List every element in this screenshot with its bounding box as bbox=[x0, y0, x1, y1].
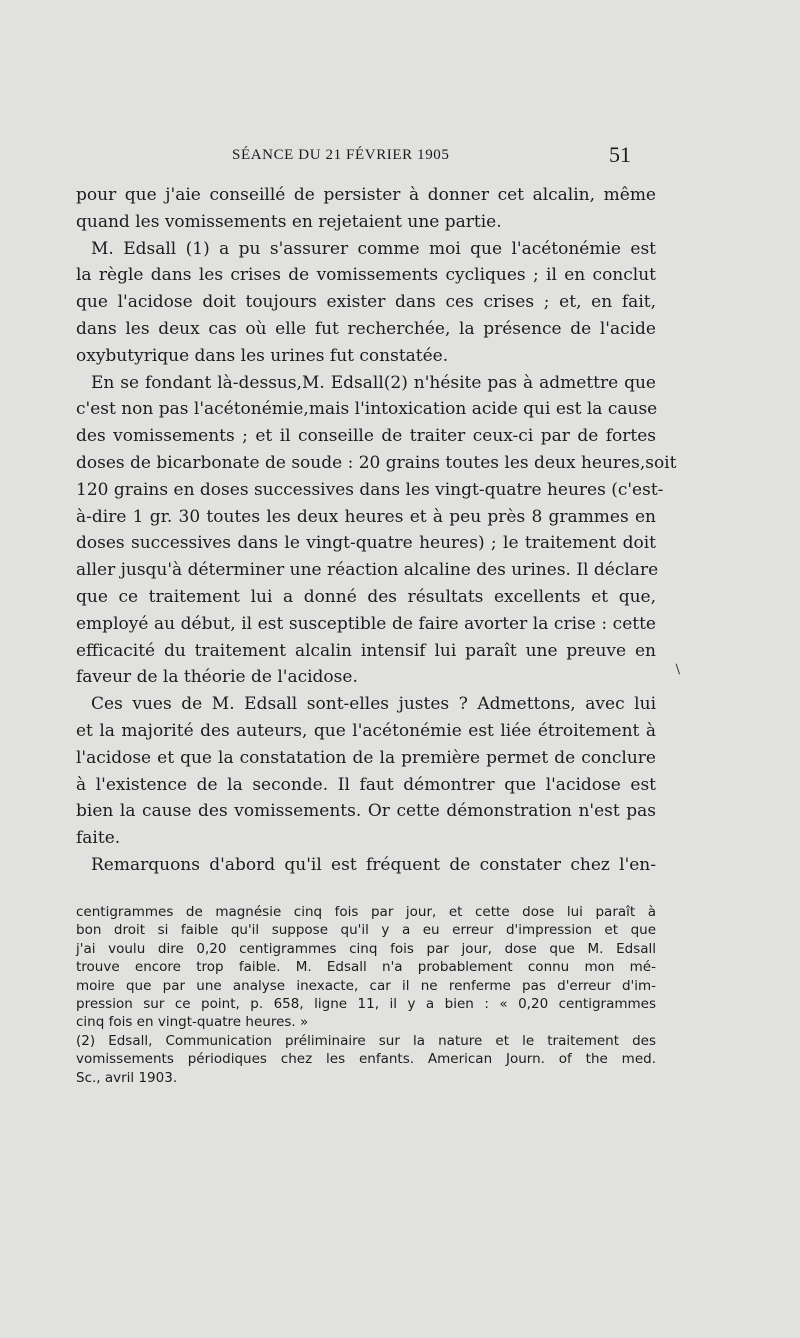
text-line: M. Edsall (1) a pu s'assurer comme moi que l'acétonémie est bbox=[91, 238, 656, 259]
page-number: 51 bbox=[609, 142, 631, 167]
text-line: faveur de la théorie de l'acidose. bbox=[76, 667, 358, 688]
text-line: doses de bicarbonate de soude : 20 grains toutes les deux heures,soit bbox=[76, 452, 677, 473]
text-line: doses successives dans le vingt-quatre heures) ; le traitement doit bbox=[76, 533, 656, 554]
text-line: employé au début, il est susceptible de faire avorter la crise : cette bbox=[76, 613, 656, 634]
text-line: à l'existence de la seconde. Il faut démontrer que l'acidose est bbox=[76, 774, 656, 795]
footnote-line: cinq fois en vingt-quatre heures. » bbox=[76, 1014, 309, 1031]
text-line: l'acidose et que la constatation de la première permet de conclure bbox=[76, 747, 656, 768]
footnote-line: Sc., avril 1903. bbox=[76, 1069, 178, 1086]
text-line: la règle dans les crises de vomissements cycliques ; il en conclut bbox=[76, 265, 656, 286]
text-line: des vomissements ; et il conseille de traiter ceux-ci par de fortes bbox=[76, 426, 656, 447]
footnote-line: j'ai voulu dire 0,20 centigrammes cinq fois par jour, dose que M. Edsall bbox=[76, 940, 656, 957]
pencil-mark-icon: / bbox=[672, 662, 685, 677]
footnote-line: vomissements périodiques chez les enfants. American Journ. of the med. bbox=[76, 1051, 656, 1068]
main-text bbox=[76, 182, 677, 879]
text-line: c'est non pas l'acétonémie,mais l'intoxication acide qui est la cause bbox=[76, 399, 658, 420]
text-line: 120 grains en doses successives dans les vingt-quatre heures (c'est- bbox=[76, 479, 664, 500]
text-line: Remarquons d'abord qu'il est fréquent de constater chez l'en- bbox=[91, 854, 656, 875]
footnote-line: moire que par une analyse inexacte, car il ne renferme pas d'erreur d'im- bbox=[76, 977, 656, 994]
text-line: En se fondant là-dessus,M. Edsall(2) n'hésite pas à admettre que bbox=[91, 372, 656, 393]
text-line: à-dire 1 gr. 30 toutes les deux heures et à peu près 8 grammes en bbox=[76, 506, 656, 527]
running-header: SÉANCE DU 21 FÉVRIER 1905 bbox=[232, 147, 450, 163]
text-line: que l'acidose doit toujours exister dans ces crises ; et, en fait, bbox=[76, 292, 656, 313]
text-line: bien la cause des vomissements. Or cette démonstration n'est pas bbox=[76, 801, 656, 822]
text-line: oxybutyrique dans les urines fut constatée. bbox=[76, 345, 449, 366]
text-line: que ce traitement lui a donné des résultats excellents et que, bbox=[76, 586, 656, 607]
text-line: et la majorité des auteurs, que l'acétonémie est liée étroitement à bbox=[76, 720, 656, 741]
footnote-line: bon droit si faible qu'il suppose qu'il y a eu erreur d'impression et que bbox=[76, 922, 656, 939]
text-line: Ces vues de M. Edsall sont-elles justes ? Admettons, avec lui bbox=[91, 694, 656, 715]
text-line: pour que j'aie conseillé de persister à donner cet alcalin, même bbox=[76, 185, 656, 205]
footnote-line: (2) Edsall, Communication préliminaire sur la nature et le traitement des bbox=[76, 1032, 656, 1049]
footnote-line: trouve encore trop faible. M. Edsall n'a probablement connu mon mé- bbox=[76, 959, 656, 976]
footnote-line: centigrammes de magnésie cinq fois par jour, et cette dose lui paraît à bbox=[76, 904, 656, 920]
text-line: quand les vomissements en rejetaient une partie. bbox=[76, 211, 502, 232]
text-line: efficacité du traitement alcalin intensif lui paraît une preuve en bbox=[76, 640, 656, 661]
text-line: aller jusqu'à déterminer une réaction alcaline des urines. Il déclare bbox=[76, 560, 659, 581]
footnote-line: pression sur ce point, p. 658, ligne 11, il y a bien : « 0,20 centigrammes bbox=[76, 996, 656, 1013]
text-line: faite. bbox=[76, 828, 121, 849]
text-line: dans les deux cas où elle fut recherchée, la présence de l'acide bbox=[76, 318, 656, 339]
footnotes bbox=[76, 903, 656, 1087]
